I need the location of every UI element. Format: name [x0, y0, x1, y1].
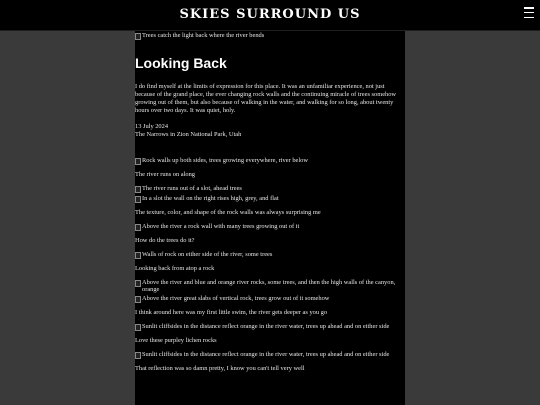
- photo-image-alt: Above the river and blue and orange river rocks, some trees, and then the high walls of the canyon, orange: [142, 279, 396, 293]
- hero-image: [135, 32, 405, 40]
- photo-caption: The river runs on along: [135, 171, 195, 178]
- post-intro: I do find myself at the limits of expression for this place. It was an unfamiliar experience, not just because of the grand place, the ever changing rock walls and the continuing miracle of trees somehow growing out of them, but also because of walking in the water, and walking for so long, about twenty hours over two days. It was quiet, holy.: [135, 83, 397, 114]
- photo-list: [135, 157, 405, 373]
- photo-image-alt: Above the river a rock wall with many trees growing out of it: [142, 223, 300, 230]
- broken-image-icon: [135, 352, 141, 359]
- photo-image: [135, 185, 405, 193]
- photo-image-alt: Sunlit cliffsides in the distance reflect orange in the river water, trees up ahead and on either side: [142, 351, 390, 358]
- photo-image: [135, 295, 405, 303]
- broken-image-icon: [135, 252, 141, 259]
- photo-image-alt: Above the river great slabs of vertical rock, trees grow out of it somehow: [142, 295, 330, 302]
- broken-image-icon: [135, 158, 141, 165]
- photo-image: [135, 251, 405, 259]
- photo-image: [135, 323, 405, 331]
- post-content: [135, 0, 405, 373]
- hero-image-alt: Trees catch the light back where the river bends: [142, 32, 265, 39]
- photo-caption: That reflection was so damn pretty, I know you can't tell very well: [135, 365, 305, 372]
- post-location: The Narrows in Zion National Park, Utah: [135, 131, 242, 138]
- photo-image: [135, 223, 405, 231]
- site-title[interactable]: SKIES SURROUND US: [179, 7, 361, 22]
- photo-image-alt: Sunlit cliffsides in the distance reflect orange in the river water, trees up ahead and on either side: [142, 323, 390, 330]
- photo-image-alt: The river runs out of a slot, ahead trees: [142, 185, 242, 192]
- photo-caption: How do the trees do it?: [135, 237, 195, 244]
- post-title: Looking Back: [135, 55, 227, 71]
- photo-image: [135, 279, 405, 293]
- post-date: 13 July 2024: [135, 123, 169, 130]
- photo-image: [135, 351, 405, 359]
- photo-image: [135, 195, 405, 203]
- broken-image-icon: [135, 296, 141, 303]
- photo-image: [135, 157, 405, 165]
- broken-image-icon: [135, 186, 141, 193]
- broken-image-icon: [135, 224, 141, 231]
- broken-image-icon: [135, 196, 141, 203]
- top-bar: [135, 0, 405, 31]
- broken-image-icon: [135, 280, 141, 287]
- photo-caption: Looking back from atop a rock: [135, 265, 215, 272]
- page: [135, 0, 405, 405]
- photo-caption: I think around here was my first little swim, the river gets deeper as you go: [135, 309, 328, 316]
- spacer: [135, 139, 405, 155]
- photo-image-alt: Rock walls up both sides, trees growing everywhere, river below: [142, 157, 308, 164]
- broken-image-icon: [135, 33, 141, 40]
- broken-image-icon: [135, 324, 141, 331]
- photo-image-alt: In a slot the wall on the right rises high, grey, and flat: [142, 195, 279, 202]
- photo-caption: The texture, color, and shape of the rock walls was always surprising me: [135, 209, 321, 216]
- photo-image-alt: Walls of rock on either side of the river, some trees: [142, 251, 273, 258]
- photo-caption: Love these purpley lichen rocks: [135, 337, 217, 344]
